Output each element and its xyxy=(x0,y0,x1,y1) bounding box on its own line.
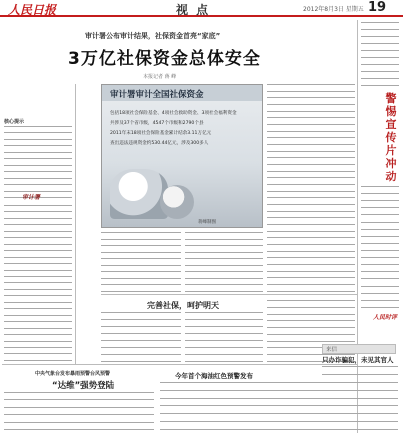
right-text-block xyxy=(361,22,399,86)
coin-image xyxy=(160,185,194,219)
right-bottom-headline: 只办诈骗犯，未见其官人 xyxy=(322,356,394,364)
letters-label: 来信 xyxy=(326,347,338,353)
lower-headline: 完善社保，呵护明天 xyxy=(147,301,219,310)
lower-sub-headline: “达维”强势登陆 xyxy=(52,381,115,391)
infographic xyxy=(101,84,263,228)
article-text-block xyxy=(101,312,181,362)
infographic-bullets xyxy=(110,110,237,150)
article-text-block xyxy=(185,312,263,362)
article-text-block xyxy=(4,392,154,430)
right-text-block xyxy=(361,186,399,308)
infographic-bullet: 共涉及37个省市级，4547个市级和2790个县 xyxy=(110,121,204,126)
commentary-label: 人民时评 xyxy=(373,314,398,321)
infographic-bullet: 2011年末18项社会保险基金累计结余3.11万亿元 xyxy=(110,131,212,136)
section-title: 视 点 xyxy=(176,3,211,17)
lead-byline: 本报记者 蒋 峰 xyxy=(143,74,177,80)
newspaper-logo: 人民日报 xyxy=(8,3,57,17)
lead-headline: 3万亿社保资金总体安全 xyxy=(68,49,261,69)
piggy-bank-image xyxy=(110,169,168,219)
infographic-title: 审计署审计全国社保资金 xyxy=(110,90,204,100)
core-tip-tag: 核心提示 xyxy=(4,119,25,125)
lower-other-headline: 今年首个海油红色预警发布 xyxy=(175,372,253,380)
lower-sub-kicker: 中央气象台发布暴雨预警台风预警 xyxy=(35,371,111,377)
page-number: 19 xyxy=(368,0,387,15)
column-rule xyxy=(75,84,76,364)
lead-kicker: 审计署公布审计结果，社保资金首亮“家底” xyxy=(85,32,221,40)
right-column-title: 警惕宣传片冲动 xyxy=(385,92,397,183)
article-text-block xyxy=(185,232,263,292)
section-rule xyxy=(2,364,357,365)
infographic-bullet: 包括18项社会保险基金、4项社会救助资金、3项社会福利资金 xyxy=(110,111,237,116)
infographic-caption: 蒋峰制图 xyxy=(198,220,216,225)
issue-date: 2012年8月3日 星期五 xyxy=(303,6,364,13)
right-text-block xyxy=(322,366,398,430)
article-text-block xyxy=(267,84,355,292)
article-text-block xyxy=(101,232,181,292)
left-text-block xyxy=(4,205,72,361)
infographic-bullet: 查出违法违规资金约530.44亿元，涉及300多人 xyxy=(110,141,209,146)
section-rule xyxy=(101,294,357,295)
left-stamp: 审计署 xyxy=(22,194,41,201)
left-text-block xyxy=(4,126,72,198)
